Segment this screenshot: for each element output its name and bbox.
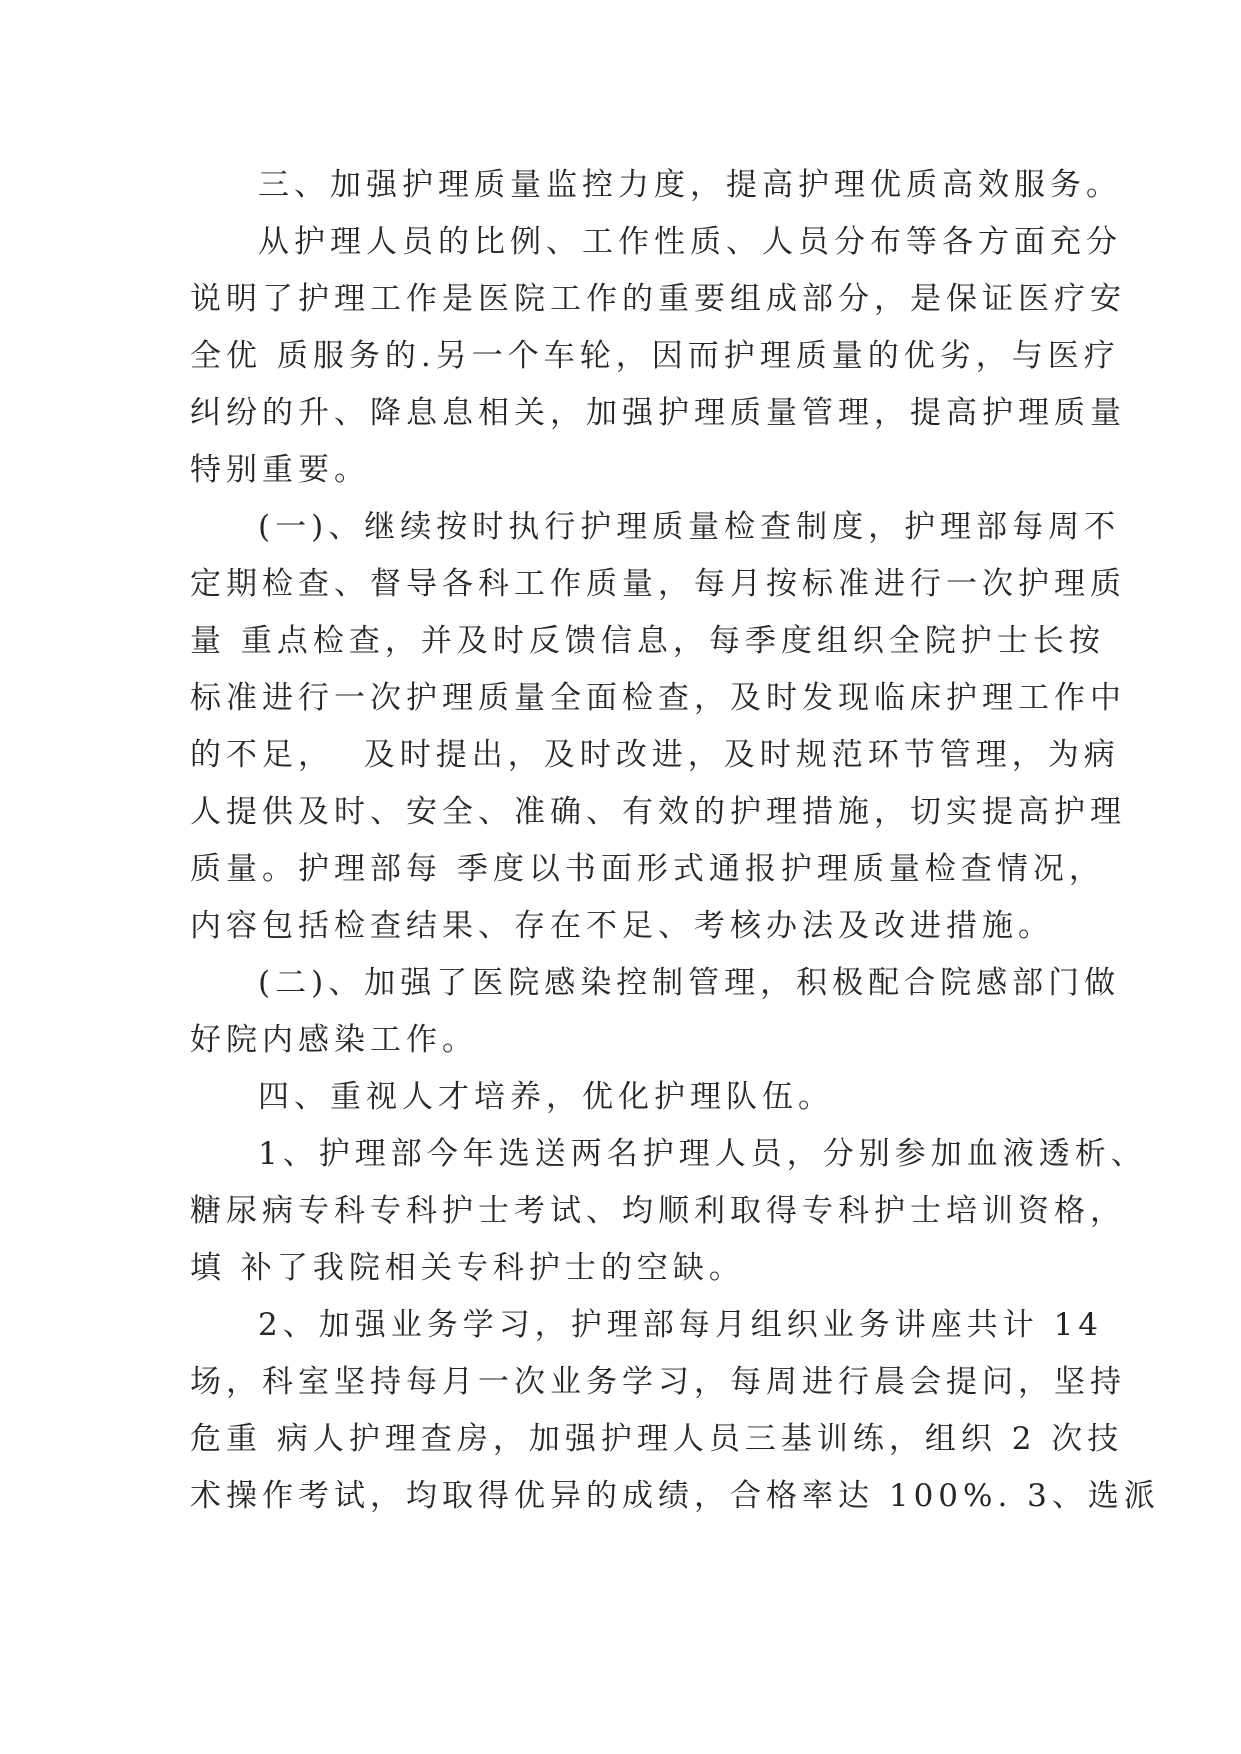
paragraph-line: 糖尿病专科专科护士考试、均顺利取得专科护士培训资格， <box>190 1193 1126 1229</box>
paragraph-line: 质量。护理部每 季度以书面形式通报护理质量检查情况， <box>190 851 1105 887</box>
paragraph-line: 从护理人员的比例、工作性质、人员分布等各方面充分 <box>258 224 1122 260</box>
list-item-2-line: 2、加强业务学习，护理部每月组织业务讲座共计 14 <box>258 1307 1104 1343</box>
paragraph-line: 人提供及时、安全、准确、有效的护理措施，切实提高护理 <box>190 794 1126 830</box>
paragraph-line: 填 补了我院相关专科护士的空缺。 <box>190 1250 745 1286</box>
paragraph-line: 特别重要。 <box>190 452 370 488</box>
list-item-1-line: 1、护理部今年选送两名护理人员，分别参加血液透析、 <box>258 1136 1147 1172</box>
paragraph-line: 场，科室坚持每月一次业务学习，每周进行晨会提问，坚持 <box>190 1364 1126 1400</box>
paragraph-line: 内容包括检查结果、存在不足、考核办法及改进措施。 <box>190 908 1054 944</box>
paragraph-line: 术操作考试，均取得优异的成绩，合格率达 100%. 3、选派 <box>190 1478 1160 1514</box>
section-heading-4: 四、重视人才培养，优化护理队伍。 <box>258 1079 834 1115</box>
paragraph-line: 危重 病人护理查房，加强护理人员三基训练，组织 2 次技 <box>190 1421 1124 1457</box>
paragraph-line: 量 重点检查，并及时反馈信息，每季度组织全院护士长按 <box>190 623 1105 659</box>
paragraph-line: 全优 质服务的.另一个车轮，因而护理质量的优劣，与医疗 <box>190 338 1120 374</box>
subsection-2-line: (二)、加强了医院感染控制管理，积极配合院感部门做 <box>258 965 1121 1001</box>
section-heading-3: 三、加强护理质量监控力度，提高护理优质高效服务。 <box>258 167 1122 203</box>
paragraph-line: 纠纷的升、降息息相关，加强护理质量管理，提高护理质量 <box>190 395 1126 431</box>
subsection-1-line: (一)、继续按时执行护理质量检查制度，护理部每周不 <box>258 509 1121 545</box>
document-body <box>190 157 1160 1525</box>
paragraph-line: 说明了护理工作是医院工作的重要组成部分，是保证医疗安 <box>190 281 1126 317</box>
paragraph-line: 的不足， 及时提出，及时改进，及时规范环节管理，为病 <box>190 737 1120 773</box>
paragraph-line: 好院内感染工作。 <box>190 1022 478 1058</box>
paragraph-line: 标准进行一次护理质量全面检查，及时发现临床护理工作中 <box>190 680 1126 716</box>
paragraph-line: 定期检查、督导各科工作质量，每月按标准进行一次护理质 <box>190 566 1126 602</box>
